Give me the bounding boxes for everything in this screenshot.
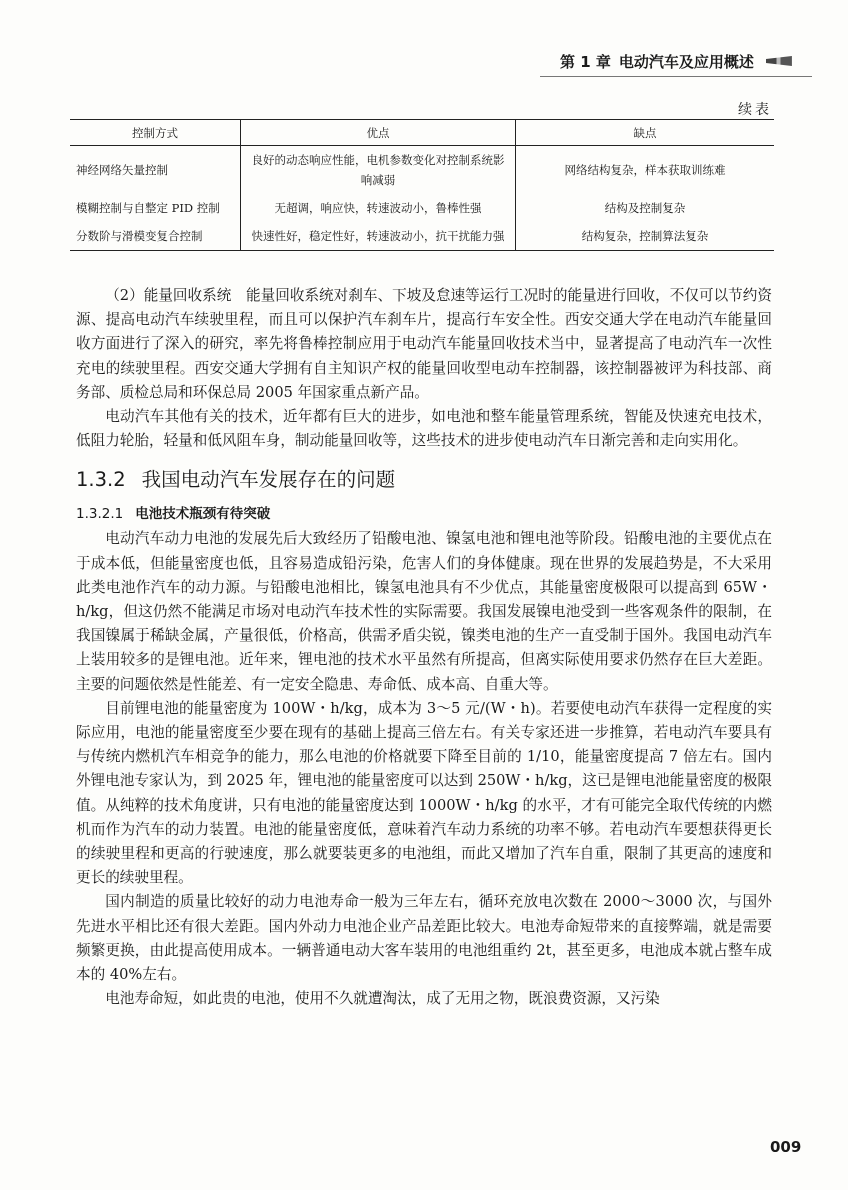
table-cell: 神经网络矢量控制 [76,163,168,177]
table-cell: 结构复杂，控制算法复杂 [516,222,775,251]
table-row [70,222,774,251]
table-cell: 分数阶与滑模变复合控制 [70,222,241,251]
table-cell: 网络结构复杂，样本获取训练难 [516,146,775,195]
table-header-cell: 优点 [241,120,516,146]
paragraph: 电池寿命短，如此贵的电池，使用不久就遭淘汰，成了无用之物，既浪费资源，又污染 [105,990,660,1008]
control-methods-table [70,119,774,251]
table-header-row [70,120,774,146]
body-text [76,284,772,1011]
table-row [70,194,774,222]
header-ornament-icon [766,56,792,66]
paragraph: 电动汽车动力电池的发展先后大致经历了铅酸电池、镍氢电池和锂电池等阶段。铅酸电池的主要优点在于成本低，但能量密度也低，且容易造成铅污染，危害人们的身体健康。现在世界的发展趋势是，不大采用此类电池作汽车的动力源。与铅酸电池相比，镍氢电池具有不少优点，其能量密度极限可以提高到 65W・h/kg，但这仍然不能满足市场对电动汽车技术性的实际需要。我国发展镍电池受到一些客观条件的限制，在我国镍属于稀缺金属，产量很低，价格高，供需矛盾尖锐，镍类电池的生产一直受制于国外。我国电动汽车上装用较多的是锂电池。近年来，锂电池的技术水平虽然有所提高，但离实际使用要求仍然存在巨大差距。主要的问题依然是性能差、有一定安全隐患、寿命低、成本高、自重大等。 [76,530,772,693]
subsection-heading [76,503,772,525]
table-cell: 模糊控制与自整定 PID 控制 [76,201,220,215]
table-continued-label: 续表 [738,102,772,118]
table-header-cell: 缺点 [516,120,775,146]
table-cell: 良好的动态响应性能，电机参数变化对控制系统影响减弱 [241,146,516,195]
table-cell: 无超调，响应快，转速波动小，鲁棒性强 [241,194,516,222]
paragraph: 电动汽车其他有关的技术，近年都有巨大的进步，如电池和整车能量管理系统，智能及快速充电技术，低阻力轮胎，轻量和低风阻车身，制动能量回收等，这些技术的进步使电动汽车日渐完善和走向实用化。 [76,408,772,450]
chapter-label: 第 1 章 [560,52,611,71]
chapter-title: 电动汽车及应用概述 [618,52,754,71]
page-number: 009 [770,1138,802,1156]
table-header-cell: 控制方式 [70,120,241,146]
subsection-title: 电池技术瓶颈有待突破 [135,506,271,523]
table-row [70,146,774,195]
table-cell: 快速性好，稳定性好，转速波动小，抗干扰能力强 [241,222,516,251]
section-heading [76,467,772,493]
paragraph: 目前锂电池的能量密度为 100W・h/kg，成本为 3～5 元/(W・h)。若要使电动汽车获得一定程度的实际应用，电池的能量密度至少要在现有的基础上提高三倍左右。有关专家还进一步推算，若电动汽车要具有与传统内燃机汽车相竞争的能力，那么电池的价格就要下降至目前的 1/10，能量密度提高 7 倍左右。国内外锂电池专家认为，到 2025 年，锂电池的能量密度可以达到 250W・h/kg，这已是锂电池能量密度的极限值。从纯粹的技术角度讲，只有电池的能量密度达到 1000W・h/kg 的水平，才有可能完全取代传统的内燃机而作为汽车的动力装置。电池的能量密度低，意味着汽车动力系统的功率不够。若电动汽车要想获得更长的续驶里程和更高的行驶速度，那么就要装更多的电池组，而此又增加了汽车自重，限制了其更高的速度和更长的续驶里程。 [76,699,772,887]
table-cell: 结构及控制复杂 [516,194,775,222]
section-number: 1.3.2 [76,468,126,492]
header-rule [540,76,812,77]
section-title: 我国电动汽车发展存在的问题 [141,468,396,492]
paragraph: （2）能量回收系统 能量回收系统对刹车、下坡及怠速等运行工况时的能量进行回收，不仅可以节约资源、提高电动汽车续驶里程，而且可以保护汽车刹车片，提高行车安全性。西安交通大学在电动汽车能量回收方面进行了深入的研究，率先将鲁棒控制应用于电动汽车能量回收技术当中，显著提高了电动汽车一次性充电的续驶里程。西安交通大学拥有自主知识产权的能量回收型电动车控制器，该控制器被评为科技部、商务部、质检总局和环保总局 2005 年国家重点新产品。 [76,287,772,401]
subsection-number: 1.3.2.1 [76,506,124,523]
running-header [560,50,810,72]
paragraph: 国内制造的质量比较好的动力电池寿命一般为三年左右，循环充放电次数在 2000～3000 次，与国外先进水平相比还有很大差距。国内外动力电池企业产品差距比较大。电池寿命短带来的直接弊端，就是需要频繁更换，由此提高使用成本。一辆普通电动大客车装用的电池组重约 2t，甚至更多，电池成本就占整车成本的 40%左右。 [76,893,772,984]
